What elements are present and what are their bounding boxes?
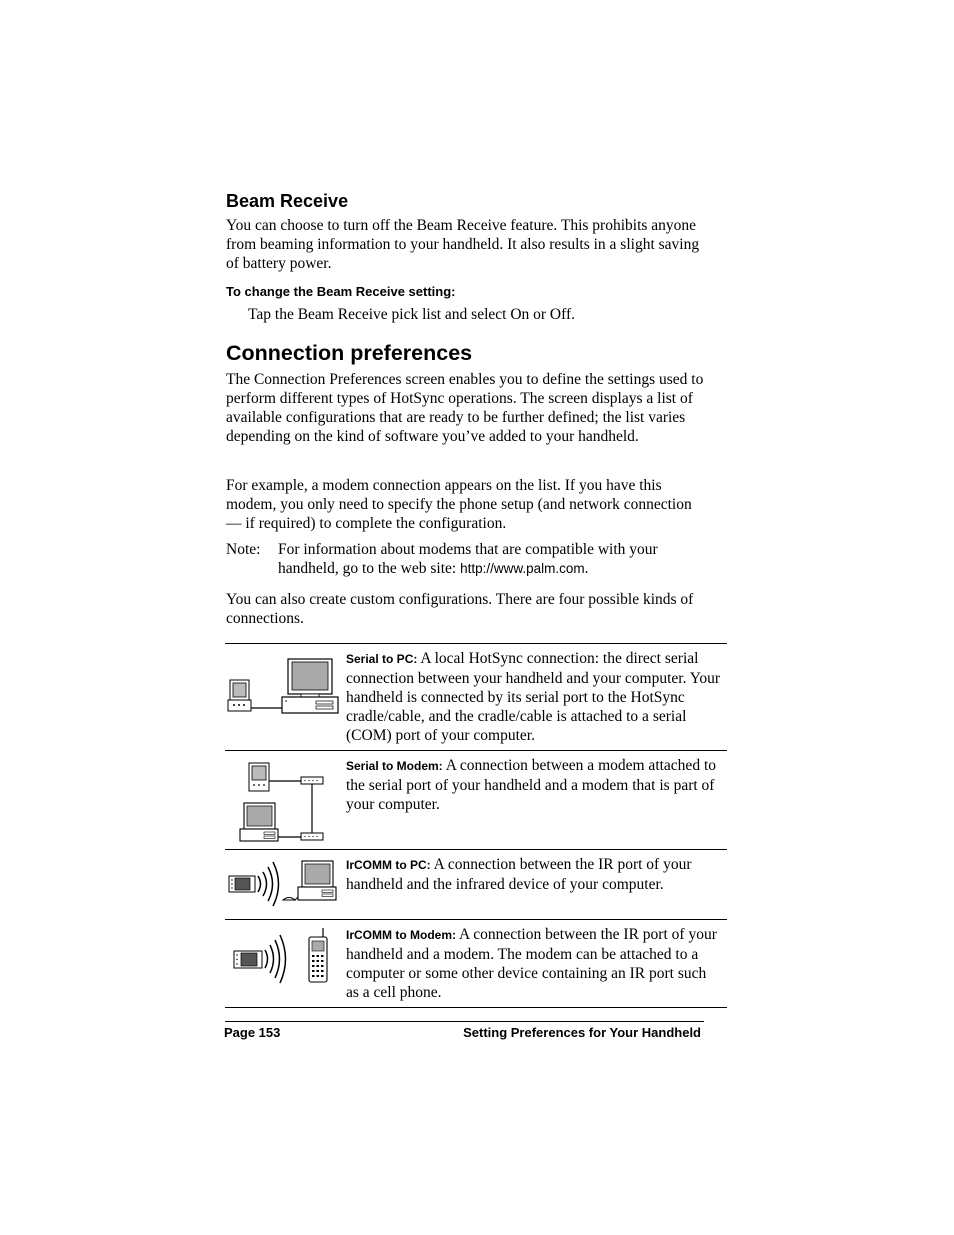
ircomm-to-modem-illustration bbox=[225, 920, 343, 1007]
note-end: . bbox=[584, 560, 589, 577]
connection-term: IrCOMM to Modem: bbox=[346, 928, 456, 942]
table-row bbox=[225, 920, 727, 1008]
footer-divider bbox=[225, 1021, 704, 1022]
connection-text: A connection between the IR port of your handheld and a modem. The modem can be attached to a computer or some other device containing an IR port such as a cell phone. bbox=[346, 926, 717, 1001]
note-text bbox=[278, 540, 708, 578]
connection-description bbox=[346, 649, 721, 745]
table-row bbox=[225, 644, 727, 751]
serial-to-modem-icon bbox=[225, 751, 343, 850]
ircomm-to-pc-icon bbox=[225, 850, 343, 920]
procedure-step: Tap the Beam Receive pick list and select On or Off. bbox=[248, 306, 576, 323]
connection-term: IrCOMM to PC: bbox=[346, 858, 431, 872]
connection-text: A connection between a modem attached to the serial port of your handheld and a modem that is part of your computer. bbox=[346, 757, 716, 813]
web-link[interactable]: http://www.palm.com bbox=[460, 561, 585, 576]
chapter-title: Setting Preferences for Your Handheld bbox=[463, 1025, 701, 1040]
connection-term: Serial to Modem: bbox=[346, 759, 443, 773]
connection-text: A connection between the IR port of your handheld and the infrared device of your computer. bbox=[346, 856, 692, 893]
section-heading-connection-preferences: Connection preferences bbox=[226, 341, 473, 365]
connection-types-table bbox=[225, 643, 727, 1008]
connection-description bbox=[346, 925, 721, 1002]
beam-receive-paragraph: You can choose to turn off the Beam Receive feature. This prohibits anyone from beaming information to your handheld. It also results in a slight saving of battery power. bbox=[226, 217, 700, 272]
serial-to-pc-icon bbox=[225, 644, 343, 751]
ircomm-to-modem-icon bbox=[225, 920, 343, 1008]
note-body: For information about modems that are compatible with your handheld, go to the web site: bbox=[278, 541, 658, 577]
connection-paragraph-3: You can also create custom configurations. There are four possible kinds of connections. bbox=[226, 591, 694, 627]
serial-to-modem-illustration bbox=[225, 751, 343, 849]
connection-description bbox=[346, 756, 721, 814]
connection-description bbox=[346, 855, 721, 894]
procedure-heading: To change the Beam Receive setting: bbox=[226, 284, 456, 299]
note-label: Note: bbox=[226, 541, 261, 558]
table-row bbox=[225, 751, 727, 850]
ircomm-to-pc-illustration bbox=[225, 850, 343, 919]
connection-text: A local HotSync connection: the direct serial connection between your handheld and your computer. Your handheld is connected by its serial port to the HotSync cradle/cable, and the cradle/cable is attached to a serial (COM) port of your computer. bbox=[346, 650, 721, 744]
section-heading-beam-receive: Beam Receive bbox=[226, 191, 349, 211]
connection-paragraph-1: The Connection Preferences screen enables you to define the settings used to perform different types of HotSync operations. The screen displays a list of available configurations that are ready to be further defined; the list varies depending on the kind of software you’ve added to your handheld. bbox=[226, 371, 704, 445]
page-number: Page 153 bbox=[224, 1025, 281, 1040]
connection-term: Serial to PC: bbox=[346, 652, 418, 666]
connection-paragraph-2: For example, a modem connection appears on the list. If you have this modem, you only need to specify the phone setup (and network connection — if required) to complete the configuration. bbox=[226, 477, 692, 532]
table-row bbox=[225, 850, 727, 920]
serial-to-pc-illustration bbox=[225, 644, 343, 750]
